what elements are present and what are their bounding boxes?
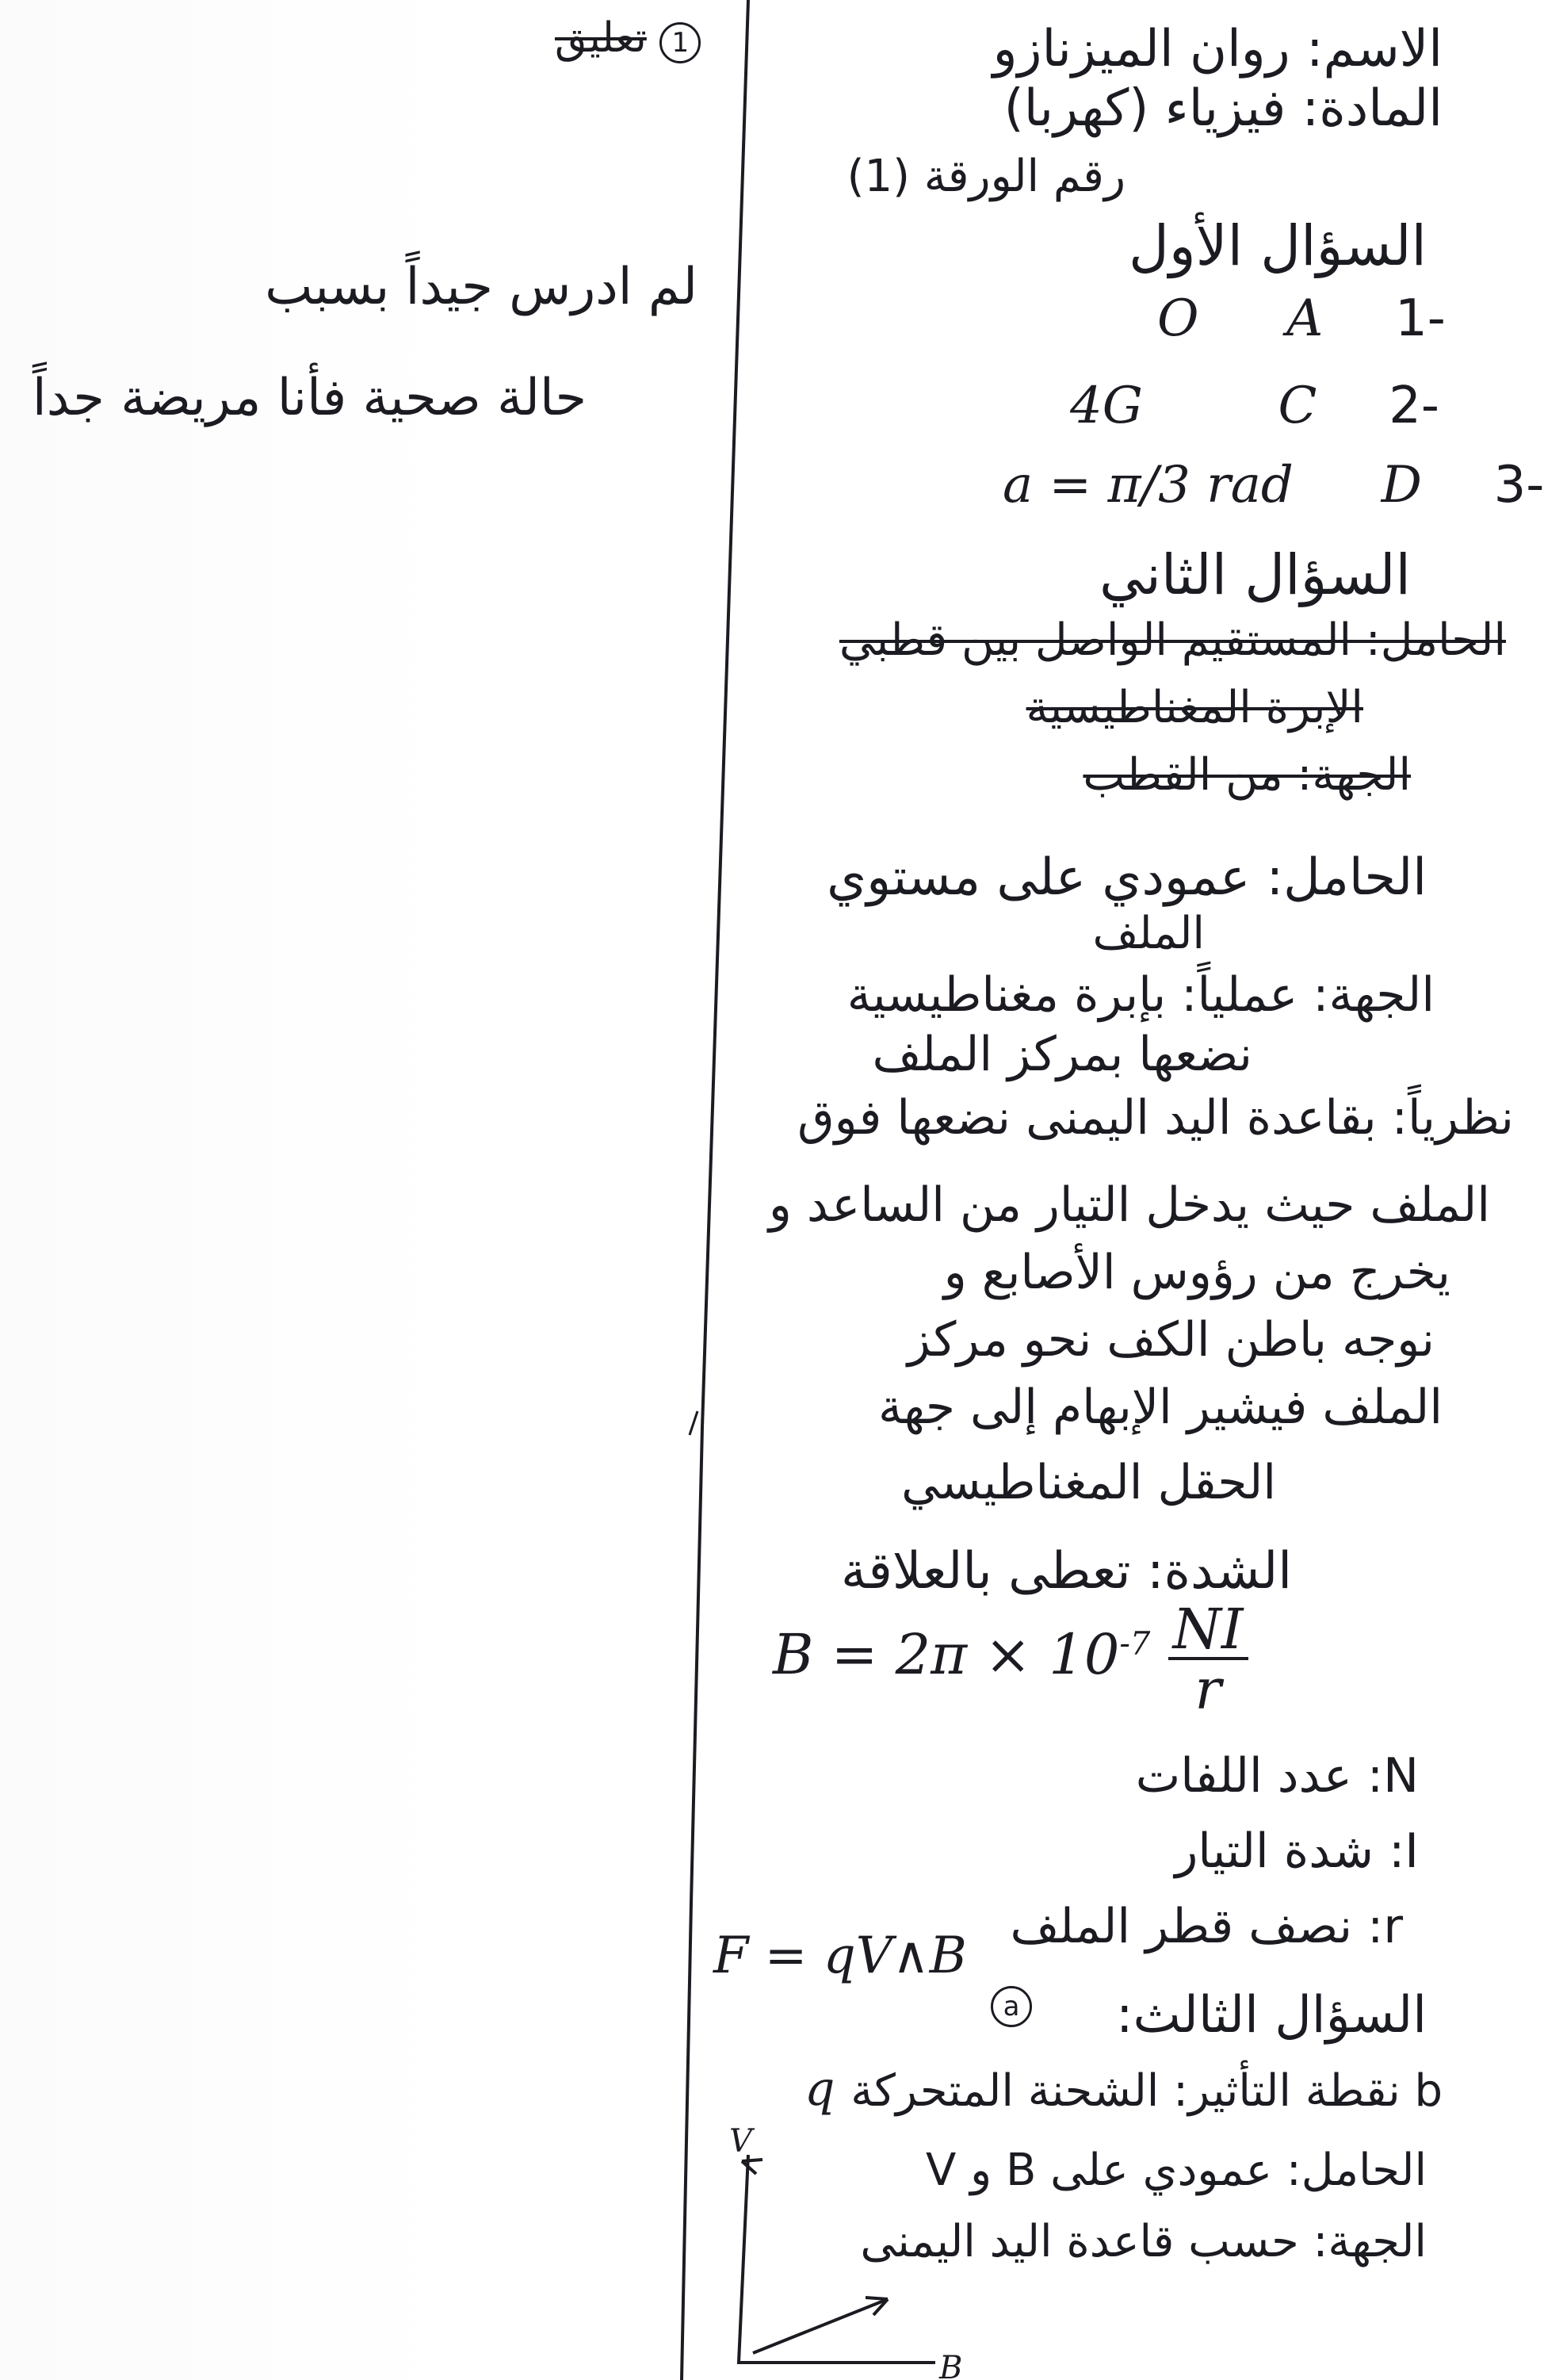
direction-line-a: الجهة: عملياً: بإبرة مغناطيسية [847,967,1435,1023]
charge-symbol: q [804,2061,835,2117]
question-2-title: السؤال الثاني [1099,542,1411,607]
question-1-row-1 [1157,289,1446,348]
struck-line-3: الجهة: من القطب [1083,749,1411,801]
row-1-extra: O [1157,289,1199,348]
definition-n: N: عدد اللفات [1135,1748,1419,1804]
formula-left: B = 2π × 10 [773,1622,1120,1687]
theory-line-a: نظرياً: بقاعدة اليد اليمنى نضعها فوق [797,1090,1514,1146]
sketch-b-label: B [939,2350,963,2380]
question-3-title: السؤال الثالث: [1115,1986,1427,2045]
row-1-answer: A [1286,289,1324,348]
row-3-extra: a = π/3 rad [1003,456,1294,515]
question-3-direction: الجهة: حسب قاعدة اليد اليمنى [860,2216,1427,2267]
row-2-answer: C [1278,377,1317,435]
question-1-row-3 [1003,456,1544,515]
direction-line-b: نضعها بمركز الملف [872,1027,1252,1082]
question-3-part-b: b نقطة التأثير: الشحنة المتحركة [850,2065,1443,2117]
left-header-struck-word: تعليق [555,14,647,62]
carrier-line-b: الملف [1092,908,1205,959]
row-3-answer: D [1381,456,1422,515]
subject-line: المادة: فيزياء (كهربا) [1003,79,1443,138]
magnetic-field-formula [773,1597,1248,1722]
theory-line-b: الملف حيث يدخل التيار من الساعد و [768,1177,1490,1233]
sketch-v-label: V [729,2123,752,2160]
carrier-line-a: الحامل: عمودي على مستوي [827,848,1427,907]
sheet-number-line: رقم الورقة (1) [847,151,1126,202]
row-3-number: 3- [1493,456,1544,515]
formula-denominator: r [1194,1657,1221,1722]
theory-line-e: الملف فيشير الإبهام إلى جهة [878,1379,1443,1435]
lorentz-force-formula: F = qV∧B [713,1927,967,1985]
intensity-line: الشدة: تعطى بالعلاقة [840,1542,1292,1601]
student-name-line: الاسم: روان الميزنازو [992,20,1443,78]
row-2-extra: 4G [1070,377,1143,435]
definition-r: r: نصف قطر الملف [1010,1899,1403,1954]
theory-line-d: نوجه باطن الكف نحو مركز [907,1312,1435,1368]
question-1-row-2 [1070,377,1439,435]
row-1-number: 1- [1395,289,1446,348]
row-2-number: 2- [1389,377,1439,435]
struck-line-2: الإبرة المغناطيسية [1026,682,1363,733]
circled-a-marker: a [991,1986,1032,2027]
definition-i: I: شدة التيار [1175,1823,1419,1879]
question-1-title: السؤال الأول [1129,213,1427,278]
formula-exponent: -7 [1119,1625,1151,1663]
left-note-line-2: حالة صحية فأنا مريضة جداً [32,369,587,427]
theory-line-f: الحقل المغناطيسي [901,1455,1276,1510]
vector-sketch [697,2123,983,2380]
formula-numerator: NI [1168,1601,1248,1660]
struck-line-1: الحامل: المستقيم الواصل بين قطبي [839,614,1506,666]
formula-fraction [1168,1597,1248,1722]
left-note-line-1: لم ادرس جيداً بسبب [265,258,697,316]
theory-line-c: يخرج من رؤوس الأصابع و [943,1245,1450,1300]
left-header [555,14,701,63]
question-3-carrier: الحامل: عمودي على B و V [925,2145,1427,2196]
left-header-number: 1 [659,22,701,63]
